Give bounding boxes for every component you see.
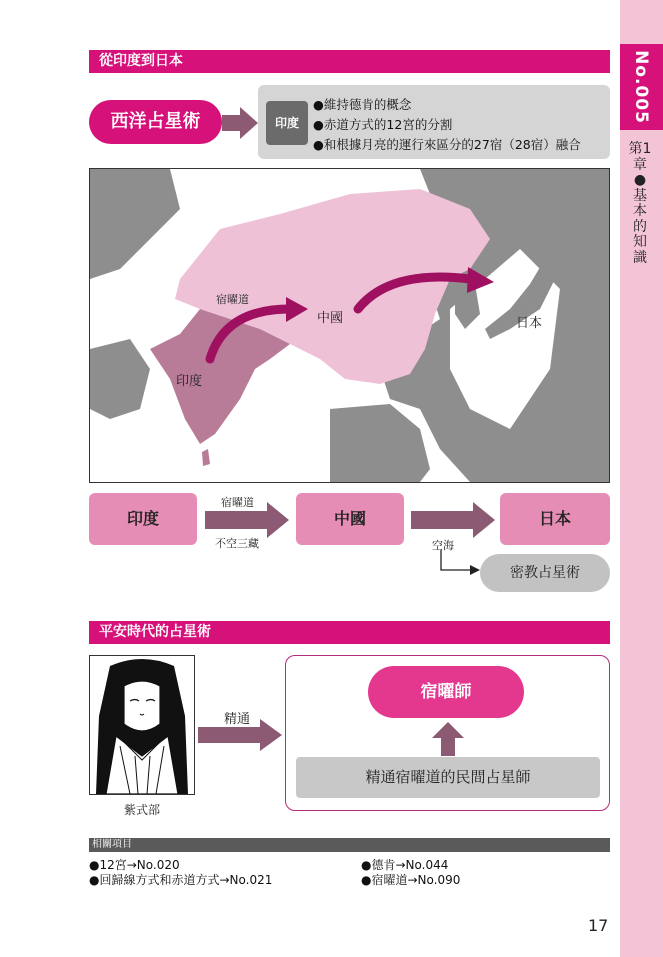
elbow-arrow-icon — [438, 550, 482, 576]
related-link-decan[interactable]: ●德肯→No.044 — [361, 858, 449, 872]
related-link-houses[interactable]: ●12宮→No.020 — [89, 858, 180, 872]
flow-japan: 日本 — [500, 493, 610, 545]
bullet-decan: ●維持德肯的概念 — [313, 97, 412, 112]
sukuyo-astrologer-pill: 宿曜師 — [368, 666, 524, 718]
portrait-illustration — [90, 656, 194, 794]
india-tag: 印度 — [266, 101, 308, 145]
map-label-japan: 日本 — [516, 316, 543, 331]
up-arrow-icon — [432, 722, 464, 756]
bullet-lunar-mansions: ●和根據月亮的運行來區分的27宿（28宿）融合 — [313, 137, 581, 152]
section-title-heian: 平安時代的占星術 — [89, 621, 610, 644]
folk-astrologer-bar: 精通宿曜道的民間占星師 — [296, 757, 600, 798]
asia-map — [89, 168, 610, 483]
map-label-china: 中國 — [317, 311, 344, 326]
arrow-label-master: 精通 — [224, 712, 251, 727]
flow-india: 印度 — [89, 493, 197, 545]
related-link-sukuyodo[interactable]: ●宿曜道→No.090 — [361, 873, 461, 887]
flow-amoghavajra-label: 不空三藏 — [215, 537, 259, 550]
portrait-caption: 紫式部 — [124, 803, 161, 817]
map-label-india: 印度 — [176, 374, 203, 389]
section-title-india-to-japan: 從印度到日本 — [89, 50, 610, 73]
page-number: 17 — [588, 916, 609, 935]
right-arrow-icon — [222, 107, 258, 139]
flow-kukai-label: 空海 — [432, 539, 454, 552]
western-astrology-pill: 西洋占星術 — [89, 100, 222, 144]
right-arrow-icon — [411, 502, 495, 538]
bullet-equatorial: ●赤道方式的12宮的分割 — [313, 117, 453, 132]
chapter-title: 第1章●基本的知識 — [628, 141, 652, 266]
taiwan-island — [427, 364, 434, 381]
esoteric-astrology-pill: 密教占星術 — [480, 554, 610, 592]
flow-route-label: 宿曜道 — [221, 496, 254, 509]
flow-china: 中國 — [296, 493, 404, 545]
article-number: No.005 — [631, 50, 651, 124]
related-items-header: 相關項目 — [89, 838, 610, 852]
related-link-tropical-equatorial[interactable]: ●回歸線方式和赤道方式→No.021 — [89, 873, 273, 887]
murasaki-portrait — [89, 655, 195, 795]
map-label-route: 宿曜道 — [216, 293, 249, 306]
right-arrow-icon — [198, 719, 282, 751]
